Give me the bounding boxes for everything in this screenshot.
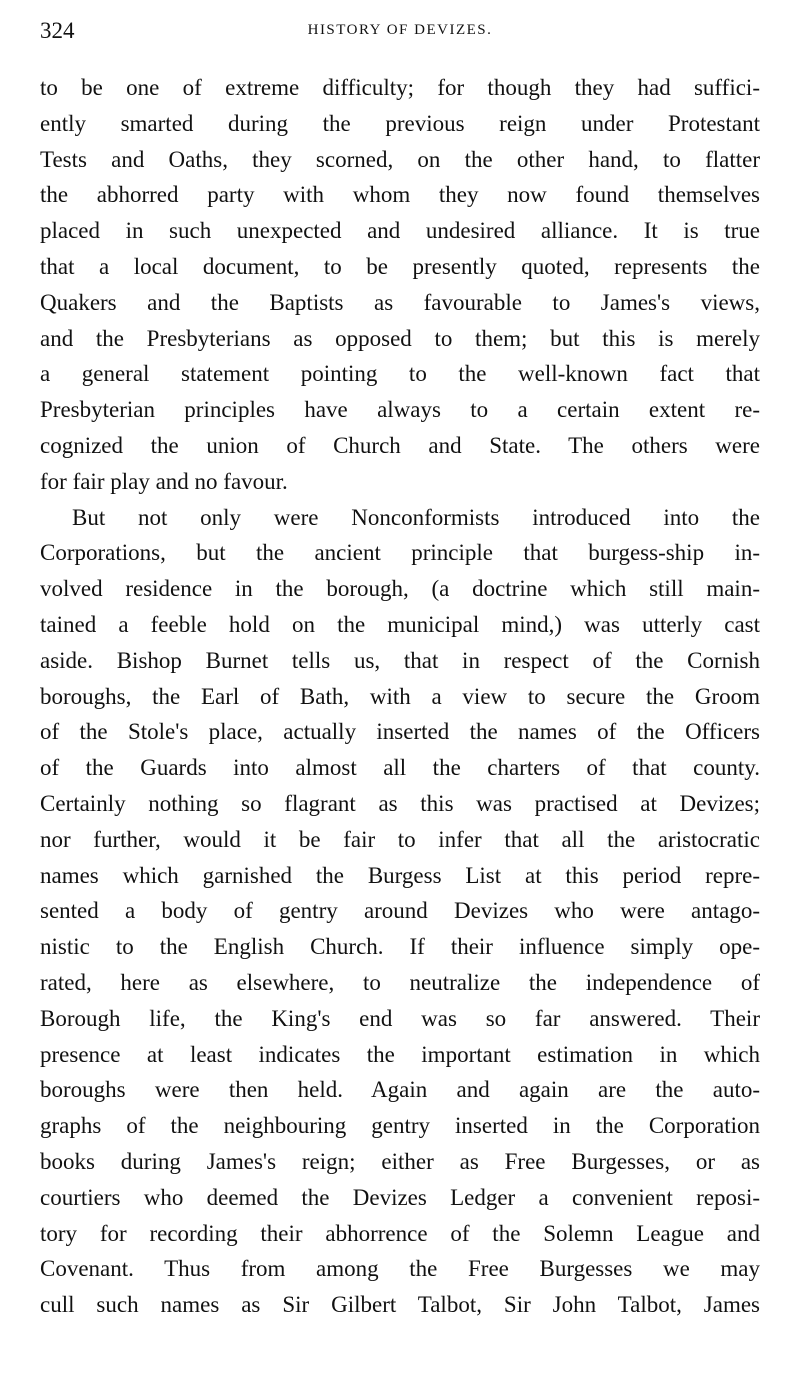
body-text: [40, 70, 760, 1323]
text-line: books during James's reign; either as Free Burgesses, or as: [40, 1148, 760, 1174]
text-line: boroughs were then held. Again and again are the auto-: [40, 1077, 760, 1103]
text-line: volved residence in the borough, (a doctrine which still main-: [40, 576, 760, 602]
text-line: aside. Bishop Burnet tells us, that in respect of the Cornish: [40, 647, 760, 673]
text-line: Corporations, but the ancient principle that burgess-ship in-: [40, 540, 760, 566]
text-line: placed in such unexpected and undesired alliance. It is true: [40, 218, 760, 244]
text-line: presence at least indicates the important estimation in which: [40, 1041, 760, 1067]
text-line: Tests and Oaths, they scorned, on the other hand, to flatter: [40, 146, 760, 172]
text-line: tory for recording their abhorrence of the Solemn League and: [40, 1220, 760, 1246]
text-line: that a local document, to be presently quoted, represents the: [40, 253, 760, 279]
text-line: sented a body of gentry around Devizes who were antago-: [40, 898, 760, 924]
text-line: nor further, would it be fair to infer that all the aristocratic: [40, 826, 760, 852]
text-line: cull such names as Sir Gilbert Talbot, Sir John Talbot, James: [40, 1292, 760, 1318]
page-header: [40, 18, 760, 48]
text-line: a general statement pointing to the well-known fact that: [40, 361, 760, 387]
text-line: Borough life, the King's end was so far answered. Their: [40, 1005, 760, 1031]
text-line: Quakers and the Baptists as favourable to James's views,: [40, 289, 760, 315]
text-line: names which garnished the Burgess List at this period repre-: [40, 862, 760, 888]
text-line: boroughs, the Earl of Bath, with a view to secure the Groom: [40, 683, 760, 709]
text-line: nistic to the English Church. If their influence simply ope-: [40, 934, 760, 960]
text-line: of the Guards into almost all the charters of that county.: [40, 755, 760, 781]
text-line: and the Presbyterians as opposed to them; but this is merely: [40, 325, 760, 351]
text-line: But not only were Nonconformists introduced into the: [72, 504, 760, 530]
text-line: tained a feeble hold on the municipal mind,) was utterly cast: [40, 611, 760, 637]
page-number: 324: [40, 18, 75, 43]
text-line: to be one of extreme difficulty; for though they had suffici-: [40, 75, 760, 100]
text-line: ently smarted during the previous reign under Protestant: [40, 110, 760, 136]
text-line: graphs of the neighbouring gentry inserted in the Corporation: [40, 1113, 760, 1139]
text-line: Certainly nothing so flagrant as this was practised at Devizes;: [40, 790, 760, 816]
text-line: Presbyterian principles have always to a certain extent re-: [40, 397, 760, 423]
text-line: courtiers who deemed the Devizes Ledger a convenient reposi-: [40, 1184, 760, 1210]
text-line: Covenant. Thus from among the Free Burgesses we may: [40, 1256, 760, 1282]
text-line: for fair play and no favour.: [40, 468, 288, 494]
text-line: rated, here as elsewhere, to neutralize the independence of: [40, 969, 760, 995]
text-line: of the Stole's place, actually inserted the names of the Officers: [40, 719, 760, 745]
running-title: HISTORY OF DEVIZES.: [307, 22, 493, 38]
text-line: the abhorred party with whom they now found themselves: [40, 182, 760, 208]
text-line: cognized the union of Church and State. The others were: [40, 432, 760, 458]
